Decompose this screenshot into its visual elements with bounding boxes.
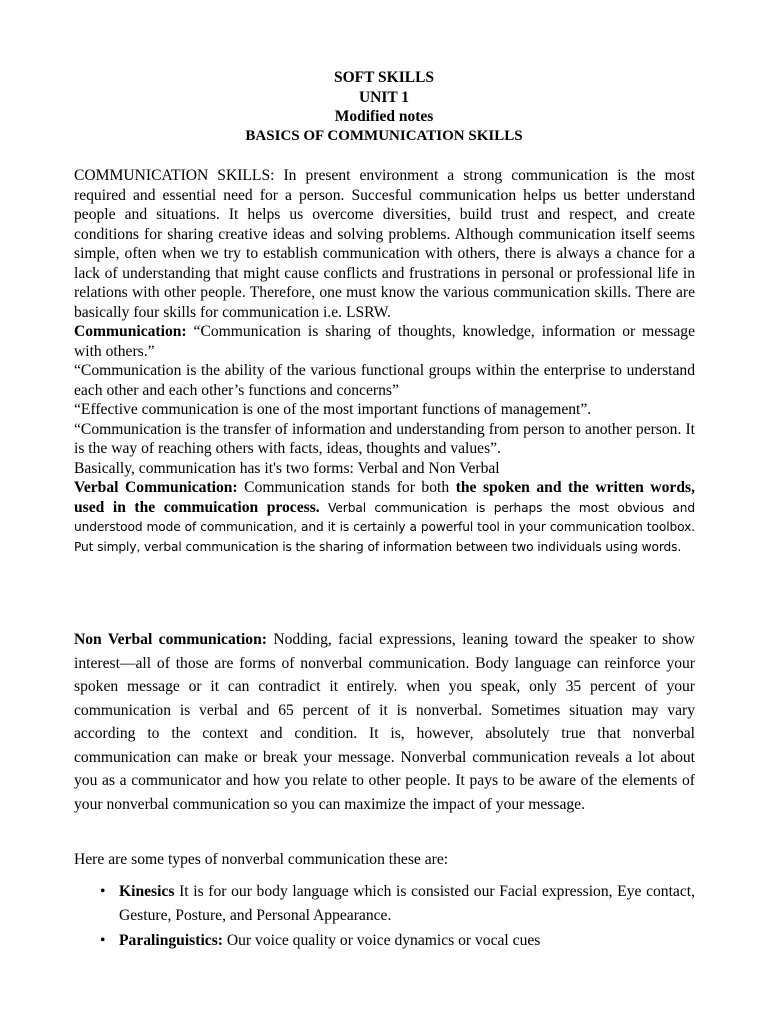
verbal-text-1: Communication stands for both <box>237 479 456 496</box>
chapter-title: BASICS OF COMMUNICATION SKILLS <box>245 127 523 144</box>
nonverbal-label: Non Verbal communication: <box>74 631 267 648</box>
verbal-paragraph <box>74 478 695 556</box>
type-label: Paralinguistics: <box>119 932 223 949</box>
communication-label: Communication: <box>74 323 187 340</box>
definition-2: “Communication is the ability of the various functional groups within the enterprise to understand each other and each other’s functions and concerns” <box>74 362 695 399</box>
definition-3: “Effective communication is one of the most important functions of management”. <box>74 401 592 418</box>
type-text: Our voice quality or voice dynamics or vocal cues <box>222 932 541 949</box>
nonverbal-types-list <box>74 880 695 955</box>
intro-paragraph: COMMUNICATION SKILLS: In present environment a strong communication is the most required and essential need for a person. Succesful communication helps us better understand people and situations. It helps us overcome diversities, build trust and respect, and create conditions for sharing creative ideas and solving problems. Although communication itself seems simple, often when we try to establish communication with others, there is always a chance for a lack of understanding that might cause conflicts and frustrations in personal or professional life in relations with other people. Therefore, one must know the various communication skills. There are basically four skills for communication i.e. LSRW. <box>74 167 695 321</box>
list-item <box>74 880 695 927</box>
notes-title: Modified notes <box>334 108 434 125</box>
type-text: It is for our body language which is consisted our Facial expression, Eye contact, Gesture, Posture, and Personal Appearance. <box>119 883 695 924</box>
type-label: Kinesics <box>119 883 175 900</box>
unit-title: UNIT 1 <box>358 88 410 106</box>
definition-4: “Communication is the transfer of information and understanding from person to another person. It is the way of reaching others with facts, ideas, thoughts and values”. <box>74 420 695 457</box>
types-intro: Here are some types of nonverbal communication these are: <box>74 851 449 868</box>
communication-skills-section <box>74 166 695 556</box>
verbal-text-2: , used in the commuication process. <box>74 479 695 516</box>
verbal-small-text: Verbal communication is perhaps the most obvious and understood mode of communication, and it is certainly a powerful tool in your communication toolbox. Put simply, verbal communication is the sharing of information between two individuals using words. <box>74 500 695 554</box>
bullet-icon: • <box>100 932 106 949</box>
verbal-label: Verbal Communication: <box>74 479 238 496</box>
subject-title: SOFT SKILLS <box>333 69 435 86</box>
definition-1 <box>74 322 695 361</box>
title-block <box>0 68 768 146</box>
nonverbal-paragraph <box>74 628 695 816</box>
verbal-bold-1: the spoken and the written words <box>455 479 692 496</box>
bullet-icon: • <box>100 883 106 900</box>
forms-paragraph: Basically, communication has it's two forms: Verbal and Non Verbal <box>74 459 500 477</box>
nonverbal-text: Nodding, facial expressions, leaning toward the speaker to show interest—all of those are forms of nonverbal communication. Body language can reinforce your spoken message or it can contradict it entirely. when you speak, only 35 percent of your communication is verbal and 65 percent of it is nonverbal. Sometimes situation may vary according to the context and condition. It is, however, absolutely true that nonverbal communication can make or break your message. Nonverbal communication reveals a lot about you as a communicator and how you relate to other people. It pays to be aware of the elements of your nonverbal communication so you can maximize the impact of your message. <box>74 631 696 813</box>
list-item <box>74 929 695 953</box>
definition-1-text: “Communication is sharing of thoughts, knowledge, information or message with others.” <box>74 323 695 360</box>
